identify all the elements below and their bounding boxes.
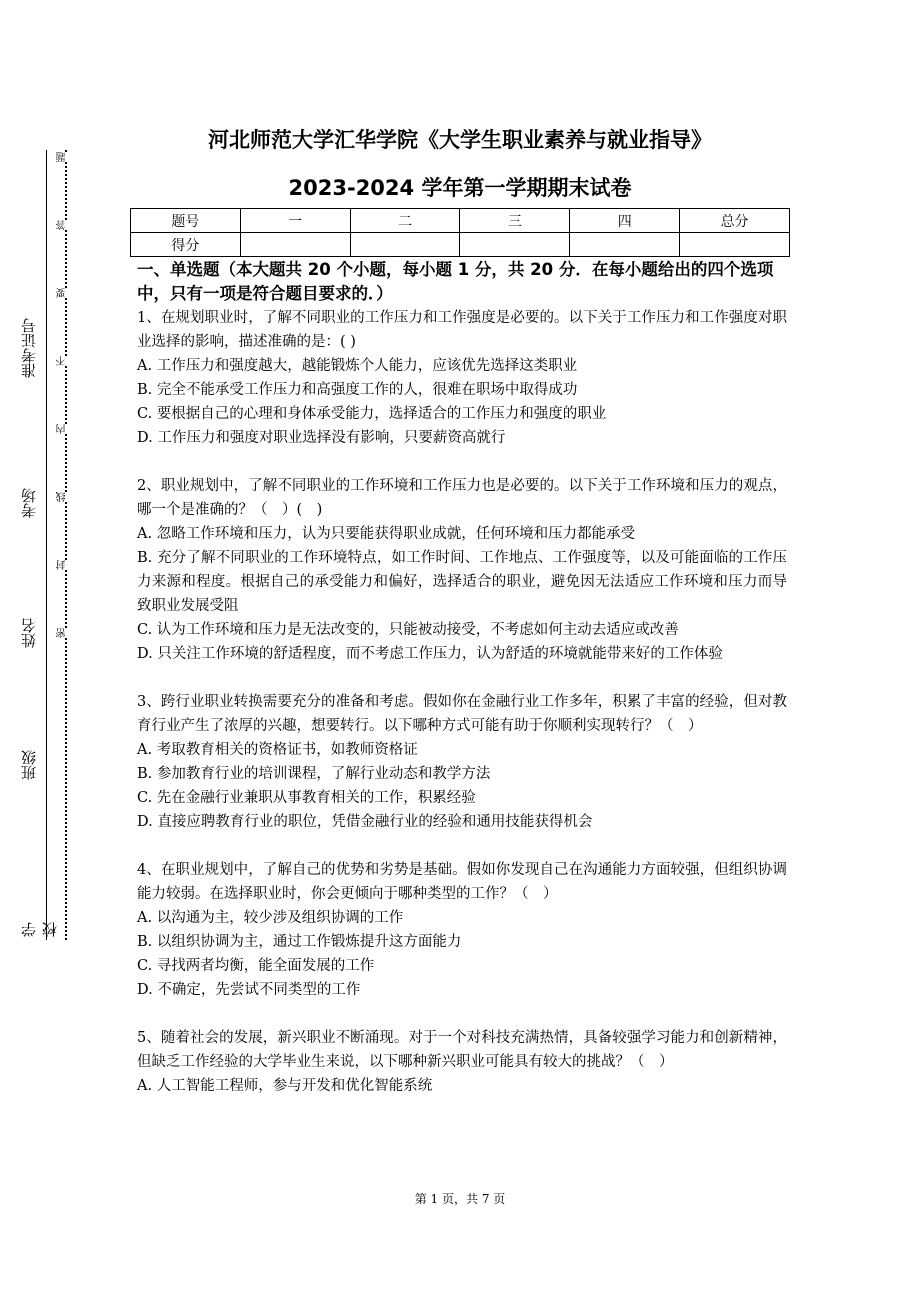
- field-school: 学校: [20, 922, 59, 938]
- score-cell: 得分: [131, 233, 241, 257]
- question-stem: 4、在职业规划中，了解自己的优势和劣势是基础。假如你发现自己在沟通能力方面较强，但组织协调能力较弱。在选择职业时，你会更倾向于哪种类型的工作？（ ）: [137, 862, 787, 902]
- question-2: [137, 474, 787, 666]
- page-number: 第 1 页，共 7 页: [414, 1192, 506, 1206]
- score-cell: 四: [570, 209, 680, 233]
- option-b: B. 充分了解不同职业的工作环境特点，如工作时间、工作地点、工作强度等，以及可能面临的工作压力来源和程度。根据自己的承受能力和偏好，选择适合的职业，避免因无法适应工作环境和压力而导致职业发展受阻: [137, 550, 787, 614]
- option-c: C. 认为工作环境和压力是无法改变的，只能被动接受，不考虑如何主动去适应或改善: [137, 622, 679, 638]
- score-input-cell[interactable]: [350, 233, 460, 257]
- score-table-score-row: [131, 233, 790, 257]
- question-3: [137, 690, 787, 834]
- exam-subtitle: 2023-2024 学年第一学期期末试卷: [288, 176, 632, 200]
- question-stem: 5、随着社会的发展，新兴职业不断涌现。对于一个对科技充满热情，具备较强学习能力和创新精神，但缺乏工作经验的大学毕业生来说，以下哪种新兴职业可能具有较大的挑战？（ ）: [137, 1030, 787, 1070]
- option-a: A. 忽略工作环境和压力，认为只要能获得职业成就，任何环境和压力都能承受: [137, 526, 636, 542]
- score-input-cell[interactable]: [570, 233, 680, 257]
- seal-char: 线: [56, 492, 74, 502]
- seal-char: 题: [56, 152, 74, 162]
- score-input-cell[interactable]: [240, 233, 350, 257]
- seal-char: 内: [56, 424, 74, 434]
- question-1: [137, 306, 787, 450]
- option-a: A. 考取教育相关的资格证书，如教师资格证: [137, 742, 418, 758]
- option-c: C. 先在金融行业兼职从事教育相关的工作，积累经验: [137, 790, 476, 806]
- option-c: C. 寻找两者均衡，能全面发展的工作: [137, 958, 375, 974]
- seal-char: 封: [56, 560, 74, 570]
- seal-char: 要: [56, 288, 74, 298]
- section-heading: 一、单选题（本大题共 20 个小题，每小题 1 分，共 20 分．在每小题给出的四个选项中，只有一项是符合题目要求的．）: [137, 260, 774, 303]
- question-stem: 1、在规划职业时，了解不同职业的工作压力和工作强度是必要的。以下关于工作压力和工作强度对职业选择的影响，描述准确的是：( ): [137, 310, 787, 350]
- score-input-cell[interactable]: [680, 233, 790, 257]
- score-cell: 三: [460, 209, 570, 233]
- exam-title: 河北师范大学汇华学院《大学生职业素养与就业指导》: [208, 128, 712, 152]
- option-d: D. 直接应聘教育行业的职位，凭借金融行业的经验和通用技能获得机会: [137, 814, 593, 830]
- score-cell: 二: [350, 209, 460, 233]
- option-d: D. 不确定，先尝试不同类型的工作: [137, 982, 361, 998]
- score-cell: 总分: [680, 209, 790, 233]
- score-cell: 一: [240, 209, 350, 233]
- field-admission-number: 准考证号: [20, 318, 38, 378]
- option-b: B. 以组织协调为主，通过工作锻炼提升这方面能力: [137, 934, 462, 950]
- seal-char: 不: [56, 356, 74, 366]
- question-stem: 2、职业规划中，了解不同职业的工作环境和工作压力也是必要的。以下关于工作环境和压力的观点，哪一个是准确的？（ ）( ): [137, 478, 787, 518]
- score-cell: 题号: [131, 209, 241, 233]
- question-stem: 3、跨行业职业转换需要充分的准备和考虑。假如你在金融行业工作多年，积累了丰富的经验，但对教育行业产生了浓厚的兴趣，想要转行。以下哪种方式可能有助于你顺利实现转行？（ ）: [137, 694, 787, 734]
- option-a: A. 工作压力和强度越大，越能锻炼个人能力，应该优先选择这类职业: [137, 358, 578, 374]
- field-name: 姓名: [20, 618, 38, 648]
- option-a: A. 以沟通为主，较少涉及组织协调的工作: [137, 910, 404, 926]
- score-table-header-row: [131, 209, 790, 233]
- exam-content: [137, 258, 787, 1098]
- seal-char: 密: [56, 628, 74, 638]
- option-d: D. 工作压力和强度对职业选择没有影响，只要薪资高就行: [137, 430, 506, 446]
- question-5: [137, 1026, 787, 1098]
- score-input-cell[interactable]: [460, 233, 570, 257]
- binding-strip: [0, 0, 100, 1302]
- option-a: A. 人工智能工程师，参与开发和优化智能系统: [137, 1078, 433, 1094]
- student-info-fields: [18, 150, 59, 940]
- field-exam-room: 考场: [20, 488, 38, 518]
- score-table: [130, 208, 790, 257]
- question-4: [137, 858, 787, 1002]
- option-c: C. 要根据自己的心理和身体承受能力，选择适合的工作压力和强度的职业: [137, 406, 607, 422]
- seal-dotted-line: [65, 150, 67, 940]
- option-b: B. 参加教育行业的培训课程，了解行业动态和教学方法: [137, 766, 491, 782]
- seal-char: 答: [56, 220, 74, 230]
- option-b: B. 完全不能承受工作压力和高强度工作的人，很难在职场中取得成功: [137, 382, 578, 398]
- field-class: 班级: [20, 750, 38, 780]
- option-d: D. 只关注工作环境的舒适程度，而不考虑工作压力，认为舒适的环境就能带来好的工作体验: [137, 646, 723, 662]
